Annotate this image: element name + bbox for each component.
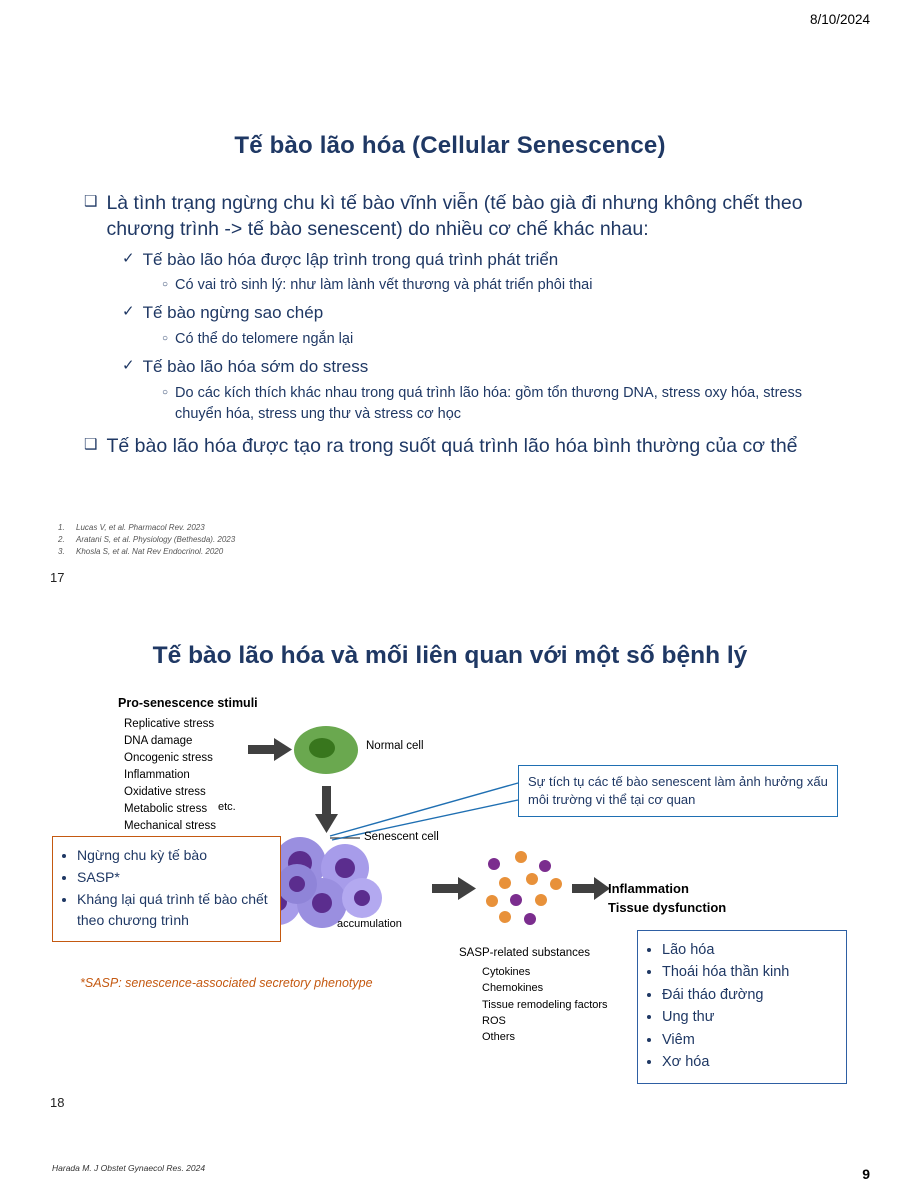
reference-item (58, 522, 235, 534)
stimulus-item: DNA damage (124, 735, 193, 748)
circle-bullet-icon: ○ (162, 386, 169, 398)
bullet-level3-1 (162, 275, 844, 296)
feature-item: • Ngừng chu kỳ tế bào (77, 845, 272, 866)
bullet-level1-1-text: Là tình trạng ngừng chu kì tế bào vĩnh viễn (tế bào già đi nhưng không chết theo chương trình -> tế bào senescent) do nhiều cơ chế khác nhau: (106, 192, 803, 241)
circle-bullet-icon: ○ (162, 332, 169, 344)
check-bullet-icon: ✓ (122, 356, 135, 374)
sasp-substances-heading: SASP-related substances (459, 947, 591, 959)
date-stamp: 8/10/2024 (809, 12, 870, 27)
disease-item: • Xơ hóa (662, 1051, 840, 1073)
senescent-accumulation-note: Sự tích tụ các tế bào senescent làm ảnh hưởng xấu môi trường vi thể tại cơ quan (518, 765, 838, 817)
bullet-level3-3 (162, 383, 844, 425)
document-page-number: 9 (862, 1166, 870, 1182)
disease-item: • Viêm (662, 1029, 840, 1051)
bullet-level3-1-text: Có vai trò sinh lý: như làm lành vết thương và phát triển phôi thai (175, 277, 593, 294)
sasp-substances-list (482, 964, 608, 1045)
arrow-sasp-to-outcome (572, 877, 610, 900)
slide-18 (0, 600, 900, 1173)
arrow-stimuli-to-normal-cell (248, 738, 292, 761)
normal-cell-shape (294, 726, 358, 774)
bullet-level2-1 (122, 248, 844, 273)
stimuli-etc-label: etc. (218, 801, 236, 813)
check-bullet-icon: ✓ (122, 249, 135, 267)
bullet-level1-2-text: Tế bào lão hóa được tạo ra trong suốt quá trình lão hóa bình thường của cơ thể (106, 434, 798, 457)
senescent-features-box (52, 836, 281, 942)
check-bullet-icon: ✓ (122, 303, 135, 321)
arrow-normal-to-senescent (315, 786, 338, 833)
reference-item (58, 534, 235, 546)
reference-number: 1. (58, 523, 65, 532)
reference-item (58, 546, 235, 558)
slide-17-body (84, 190, 844, 461)
bullet-level2-1-text: Tế bào lão hóa được lập trình trong quá trình phát triển (142, 249, 559, 269)
reference-number: 3. (58, 547, 65, 556)
slide-17-number: 17 (50, 570, 65, 585)
bullet-level3-2-text: Có thể do telomere ngắn lại (175, 330, 354, 347)
stimulus-item: Inflammation (124, 769, 190, 782)
slide-17-references (58, 522, 235, 558)
bullet-level2-2-text: Tế bào ngừng sao chép (142, 303, 324, 323)
slide-18-number: 18 (50, 1095, 65, 1110)
senescent-cell-label: Senescent cell (364, 831, 439, 843)
sasp-item: Chemokines (482, 982, 544, 995)
reference-number: 2. (58, 535, 65, 544)
stimulus-item: Oxidative stress (124, 786, 206, 799)
arrow-cluster-to-sasp (432, 877, 476, 900)
disease-item: • Ung thư (662, 1006, 840, 1028)
disease-item: • Đái tháo đường (662, 984, 840, 1006)
normal-cell-label: Normal cell (366, 740, 424, 752)
outcome-tissue-dysfunction: Tissue dysfunction (608, 899, 727, 915)
bullet-level3-2 (162, 329, 844, 350)
feature-item: • SASP* (77, 867, 272, 888)
square-bullet-icon: ❑ (84, 193, 98, 210)
pro-senescence-stimuli-heading: Pro-senescence stimuli (118, 696, 258, 710)
slide-18-reference: Harada M. J Obstet Gynaecol Res. 2024 (52, 1163, 206, 1173)
stimulus-item: Metabolic stress (124, 803, 208, 816)
bullet-level2-3 (122, 355, 844, 380)
sasp-item: Others (482, 1031, 516, 1044)
stimulus-item: Replicative stress (124, 718, 215, 730)
sasp-item: Cytokines (482, 966, 531, 978)
slide-17-title: Tế bào lão hóa (Cellular Senescence) (234, 132, 666, 159)
bullet-level2-2 (122, 301, 844, 326)
feature-item: • Kháng lại quá trình tế bào chết theo chương trình (77, 889, 272, 931)
reference-text: Aratani S, et al. Physiology (Bethesda). 2023 (76, 535, 236, 544)
accumulation-label: accumulation (337, 918, 402, 930)
sasp-item: ROS (482, 1014, 506, 1027)
disease-item: • Lão hóa (662, 939, 840, 961)
outcome-labels (608, 880, 726, 918)
outcome-inflammation: Inflammation (608, 881, 689, 896)
related-diseases-box (637, 930, 847, 1084)
slide-18-title: Tế bào lão hóa và mối liên quan với một số bệnh lý (152, 642, 748, 669)
sasp-footnote: *SASP: senescence-associated secretory phenotype (80, 976, 373, 990)
sasp-item: Tissue remodeling factors (482, 998, 608, 1011)
bullet-level1-2 (84, 433, 844, 459)
sasp-molecules (486, 851, 562, 925)
bullet-level3-3-text: Do các kích thích khác nhau trong quá trình lão hóa: gồm tổn thương DNA, stress oxy hóa, stress chuyển hóa, stress ung thư và stress cơ học (175, 384, 802, 422)
bullet-level2-3-text: Tế bào lão hóa sớm do stress (142, 356, 369, 376)
circle-bullet-icon: ○ (162, 279, 169, 291)
disease-item: • Thoái hóa thần kinh (662, 961, 840, 983)
slide-17 (0, 70, 900, 600)
reference-text: Khosla S, et al. Nat Rev Endocrinol. 2020 (76, 547, 224, 556)
square-bullet-icon: ❑ (84, 435, 98, 453)
stimulus-item: Oncogenic stress (124, 752, 213, 765)
reference-text: Lucas V, et al. Pharmacol Rev. 2023 (76, 523, 205, 532)
stimulus-item: Mechanical stress (124, 820, 217, 833)
bullet-level1-1 (84, 190, 844, 243)
